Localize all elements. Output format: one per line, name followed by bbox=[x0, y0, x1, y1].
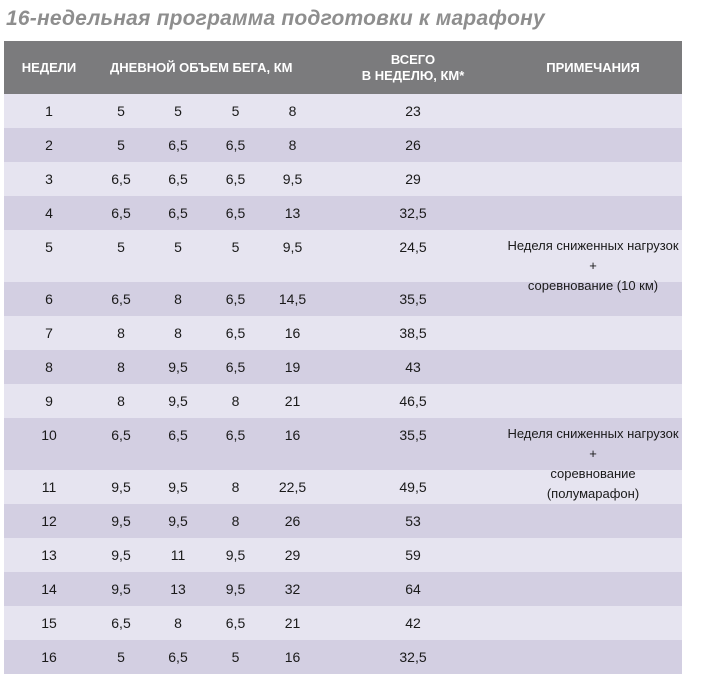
header-daily-volume: ДНЕВНОЙ ОБЪЕМ БЕГА, КМ bbox=[110, 59, 293, 75]
cell-notes bbox=[504, 418, 682, 501]
table-row bbox=[4, 384, 682, 418]
cell-day2: 8 bbox=[174, 291, 182, 307]
cell-day2: 8 bbox=[174, 325, 182, 341]
cell-day1: 6,5 bbox=[111, 171, 131, 187]
cell-day2: 9,5 bbox=[168, 513, 188, 529]
cell-total: 35,5 bbox=[399, 427, 427, 443]
cell-day4: 13 bbox=[284, 205, 301, 221]
cell-total: 49,5 bbox=[399, 479, 427, 495]
cell-week: 2 bbox=[45, 137, 53, 153]
cell-day2: 5 bbox=[174, 103, 182, 119]
cell-day3: 6,5 bbox=[225, 171, 246, 187]
cell-day3: 8 bbox=[231, 513, 240, 529]
training-table bbox=[4, 41, 682, 674]
table-row bbox=[4, 128, 682, 162]
cell-notes bbox=[504, 470, 682, 504]
table-row bbox=[4, 504, 682, 538]
table-body bbox=[4, 94, 682, 674]
cell-day3: 9,5 bbox=[225, 581, 246, 597]
cell-week: 1 bbox=[45, 103, 53, 119]
cell-day1: 6,5 bbox=[111, 205, 131, 221]
table-row bbox=[4, 94, 682, 128]
cell-notes bbox=[504, 94, 682, 128]
cell-total: 64 bbox=[405, 581, 421, 597]
cell-notes bbox=[504, 230, 682, 293]
cell-day2: 6,5 bbox=[168, 649, 188, 665]
cell-total: 32,5 bbox=[399, 649, 427, 665]
cell-notes bbox=[504, 504, 682, 538]
cell-day3: 6,5 bbox=[225, 137, 246, 153]
cell-day2: 13 bbox=[170, 581, 186, 597]
cell-day2: 9,5 bbox=[168, 479, 188, 495]
cell-week: 5 bbox=[45, 239, 53, 255]
cell-day2: 9,5 bbox=[168, 393, 188, 409]
cell-day1: 8 bbox=[117, 359, 125, 375]
cell-week: 9 bbox=[45, 393, 53, 409]
table-row bbox=[4, 196, 682, 230]
cell-day4: 16 bbox=[284, 325, 301, 341]
cell-notes bbox=[504, 196, 682, 230]
cell-day4: 21 bbox=[284, 615, 301, 631]
cell-week: 10 bbox=[41, 427, 57, 443]
cell-notes bbox=[504, 162, 682, 196]
cell-week: 6 bbox=[45, 291, 53, 307]
note-line1: Неделя сниженных нагрузок + bbox=[507, 238, 679, 273]
cell-week: 15 bbox=[41, 615, 57, 631]
cell-notes bbox=[504, 316, 682, 350]
cell-day2: 6,5 bbox=[168, 171, 188, 187]
cell-day1: 9,5 bbox=[111, 513, 131, 529]
cell-notes bbox=[504, 282, 682, 316]
table-row bbox=[4, 470, 682, 504]
cell-week: 4 bbox=[45, 205, 53, 221]
cell-total: 38,5 bbox=[399, 325, 427, 341]
cell-day3: 8 bbox=[231, 479, 240, 495]
table-row bbox=[4, 640, 682, 674]
cell-day3: 6,5 bbox=[225, 359, 246, 375]
cell-day4: 26 bbox=[284, 513, 301, 529]
cell-day4: 16 bbox=[284, 427, 301, 443]
cell-day3: 6,5 bbox=[225, 615, 246, 631]
cell-day1: 5 bbox=[117, 649, 125, 665]
cell-week: 8 bbox=[45, 359, 53, 375]
cell-day1: 8 bbox=[117, 325, 125, 341]
cell-week: 12 bbox=[41, 513, 57, 529]
cell-day4: 9,5 bbox=[282, 239, 303, 255]
cell-notes bbox=[504, 640, 682, 674]
cell-day1: 6,5 bbox=[111, 427, 131, 443]
cell-notes bbox=[504, 128, 682, 162]
cell-day3: 6,5 bbox=[225, 325, 246, 341]
cell-total: 59 bbox=[405, 547, 421, 563]
cell-notes bbox=[504, 350, 682, 384]
table-row bbox=[4, 230, 682, 293]
cell-notes bbox=[504, 384, 682, 418]
header-notes: ПРИМЕЧАНИЯ bbox=[546, 59, 640, 75]
cell-day1: 9,5 bbox=[111, 479, 131, 495]
header-total-line2: В НЕДЕЛЮ, КМ* bbox=[361, 67, 465, 83]
cell-week: 7 bbox=[45, 325, 53, 341]
table-row bbox=[4, 162, 682, 196]
cell-notes bbox=[504, 572, 682, 606]
table-row bbox=[4, 350, 682, 384]
cell-day3: 6,5 bbox=[225, 291, 246, 307]
cell-day1: 8 bbox=[117, 393, 125, 409]
cell-day1: 9,5 bbox=[111, 581, 131, 597]
cell-total: 23 bbox=[405, 103, 421, 119]
table-row bbox=[4, 538, 682, 572]
cell-day4: 14,5 bbox=[278, 291, 307, 307]
table-row bbox=[4, 572, 682, 606]
cell-day2: 5 bbox=[174, 239, 182, 255]
cell-day1: 6,5 bbox=[111, 615, 131, 631]
cell-week: 3 bbox=[45, 171, 53, 187]
note-line1: Неделя сниженных нагрузок + bbox=[507, 426, 679, 461]
header-weeks: НЕДЕЛИ bbox=[21, 59, 77, 75]
cell-notes bbox=[504, 606, 682, 640]
cell-total: 26 bbox=[405, 137, 421, 153]
cell-day4: 21 bbox=[284, 393, 301, 409]
table-row bbox=[4, 606, 682, 640]
cell-day3: 6,5 bbox=[225, 427, 246, 443]
cell-week: 11 bbox=[41, 479, 57, 495]
cell-week: 13 bbox=[41, 547, 57, 563]
cell-week: 16 bbox=[41, 649, 57, 665]
cell-day1: 5 bbox=[117, 103, 125, 119]
cell-day3: 5 bbox=[231, 239, 240, 255]
cell-day4: 16 bbox=[284, 649, 301, 665]
cell-day1: 5 bbox=[117, 137, 125, 153]
cell-total: 53 bbox=[405, 513, 421, 529]
header-weekly-total bbox=[322, 52, 504, 84]
cell-day2: 8 bbox=[174, 615, 182, 631]
cell-notes bbox=[504, 538, 682, 572]
cell-day4: 9,5 bbox=[282, 171, 303, 187]
cell-day4: 32 bbox=[284, 581, 301, 597]
cell-day4: 29 bbox=[284, 547, 301, 563]
cell-total: 42 bbox=[405, 615, 421, 631]
note-line2: соревнование (10 км) bbox=[527, 278, 659, 293]
cell-day4: 8 bbox=[288, 103, 297, 119]
table-row bbox=[4, 282, 682, 316]
cell-day2: 6,5 bbox=[168, 427, 188, 443]
cell-day3: 5 bbox=[231, 649, 240, 665]
cell-day2: 9,5 bbox=[168, 359, 188, 375]
cell-day4: 19 bbox=[284, 359, 301, 375]
cell-day2: 6,5 bbox=[168, 137, 188, 153]
cell-day3: 6,5 bbox=[225, 205, 246, 221]
cell-day3: 5 bbox=[231, 103, 240, 119]
cell-day4: 22,5 bbox=[278, 479, 307, 495]
cell-total: 35,5 bbox=[399, 291, 427, 307]
table-row bbox=[4, 316, 682, 350]
cell-day1: 9,5 bbox=[111, 547, 131, 563]
cell-day1: 6,5 bbox=[111, 291, 131, 307]
page-title: 16-недельная программа подготовки к марафону bbox=[6, 7, 545, 30]
cell-day4: 8 bbox=[288, 137, 297, 153]
cell-total: 24,5 bbox=[399, 239, 427, 255]
cell-week: 14 bbox=[41, 581, 57, 597]
cell-day2: 11 bbox=[170, 547, 186, 563]
table-header bbox=[4, 41, 682, 94]
cell-total: 43 bbox=[405, 359, 421, 375]
cell-day2: 6,5 bbox=[168, 205, 188, 221]
cell-total: 32,5 bbox=[399, 205, 427, 221]
cell-total: 29 bbox=[405, 171, 421, 187]
cell-total: 46,5 bbox=[399, 393, 427, 409]
cell-day3: 9,5 bbox=[225, 547, 246, 563]
cell-day1: 5 bbox=[117, 239, 125, 255]
header-total-line1: ВСЕГО bbox=[390, 51, 436, 67]
note-line2: соревнование (полумарафон) bbox=[546, 466, 640, 501]
cell-day3: 8 bbox=[231, 393, 240, 409]
